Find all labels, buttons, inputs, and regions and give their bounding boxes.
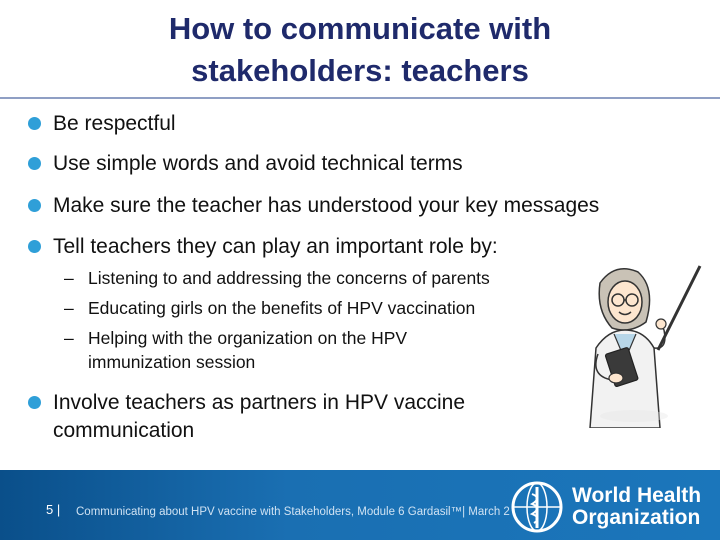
- sub-bullet-item: [64, 297, 475, 319]
- who-logo-line1: World Health: [572, 484, 702, 507]
- bullet-item: [28, 150, 463, 178]
- sub-bullet-text: Educating girls on the benefits of HPV vaccination: [88, 298, 476, 318]
- slide-title-line1: How to communicate with: [168, 11, 552, 46]
- sub-bullet-continuation: [64, 351, 255, 373]
- bullet-dot-icon: [28, 199, 41, 212]
- title-divider: [0, 97, 720, 99]
- bullet-item: [28, 389, 465, 445]
- sub-bullet-dash: –: [64, 328, 74, 348]
- who-emblem-icon: [508, 478, 566, 536]
- who-logo-text: [572, 485, 701, 529]
- sub-bullet-text: Helping with the organization on the HPV: [88, 328, 408, 348]
- slide-title-line2: stakeholders: teachers: [191, 53, 529, 88]
- teacher-illustration: [560, 258, 710, 428]
- sub-bullet-item: [64, 327, 407, 349]
- bullet-text: Make sure the teacher has understood your key messages: [53, 194, 600, 217]
- who-logo-line2: Organization: [572, 506, 701, 529]
- bullet-item: [28, 233, 498, 261]
- bullet-dot-icon: [28, 157, 41, 170]
- sub-bullet-dash: –: [64, 298, 74, 318]
- footer-bar: [0, 470, 720, 540]
- bullet-item: [28, 110, 176, 138]
- bullet-text: Tell teachers they can play an important role by:: [53, 235, 498, 258]
- sub-bullet-item: [64, 267, 490, 289]
- sub-bullet-dash: –: [64, 268, 74, 288]
- sub-bullet-text: immunization session: [88, 352, 256, 372]
- bullet-text: Be respectful: [53, 112, 176, 135]
- slide-title: [0, 8, 720, 92]
- bullet-text: Use simple words and avoid technical terms: [53, 152, 463, 175]
- sub-bullet-text: Listening to and addressing the concerns of parents: [88, 268, 490, 288]
- bullet-dot-icon: [28, 240, 41, 253]
- bullet-dot-icon: [28, 117, 41, 130]
- bullet-dot-icon: [28, 396, 41, 409]
- footer-text: Communicating about HPV vaccine with Stakeholders, Module 6 Gardasil™| March 2: [76, 506, 510, 518]
- bullet-item: [28, 192, 599, 220]
- page-number: 5 |: [46, 502, 61, 517]
- bullet-text: Involve teachers as partners in HPV vaccine communication: [53, 391, 466, 442]
